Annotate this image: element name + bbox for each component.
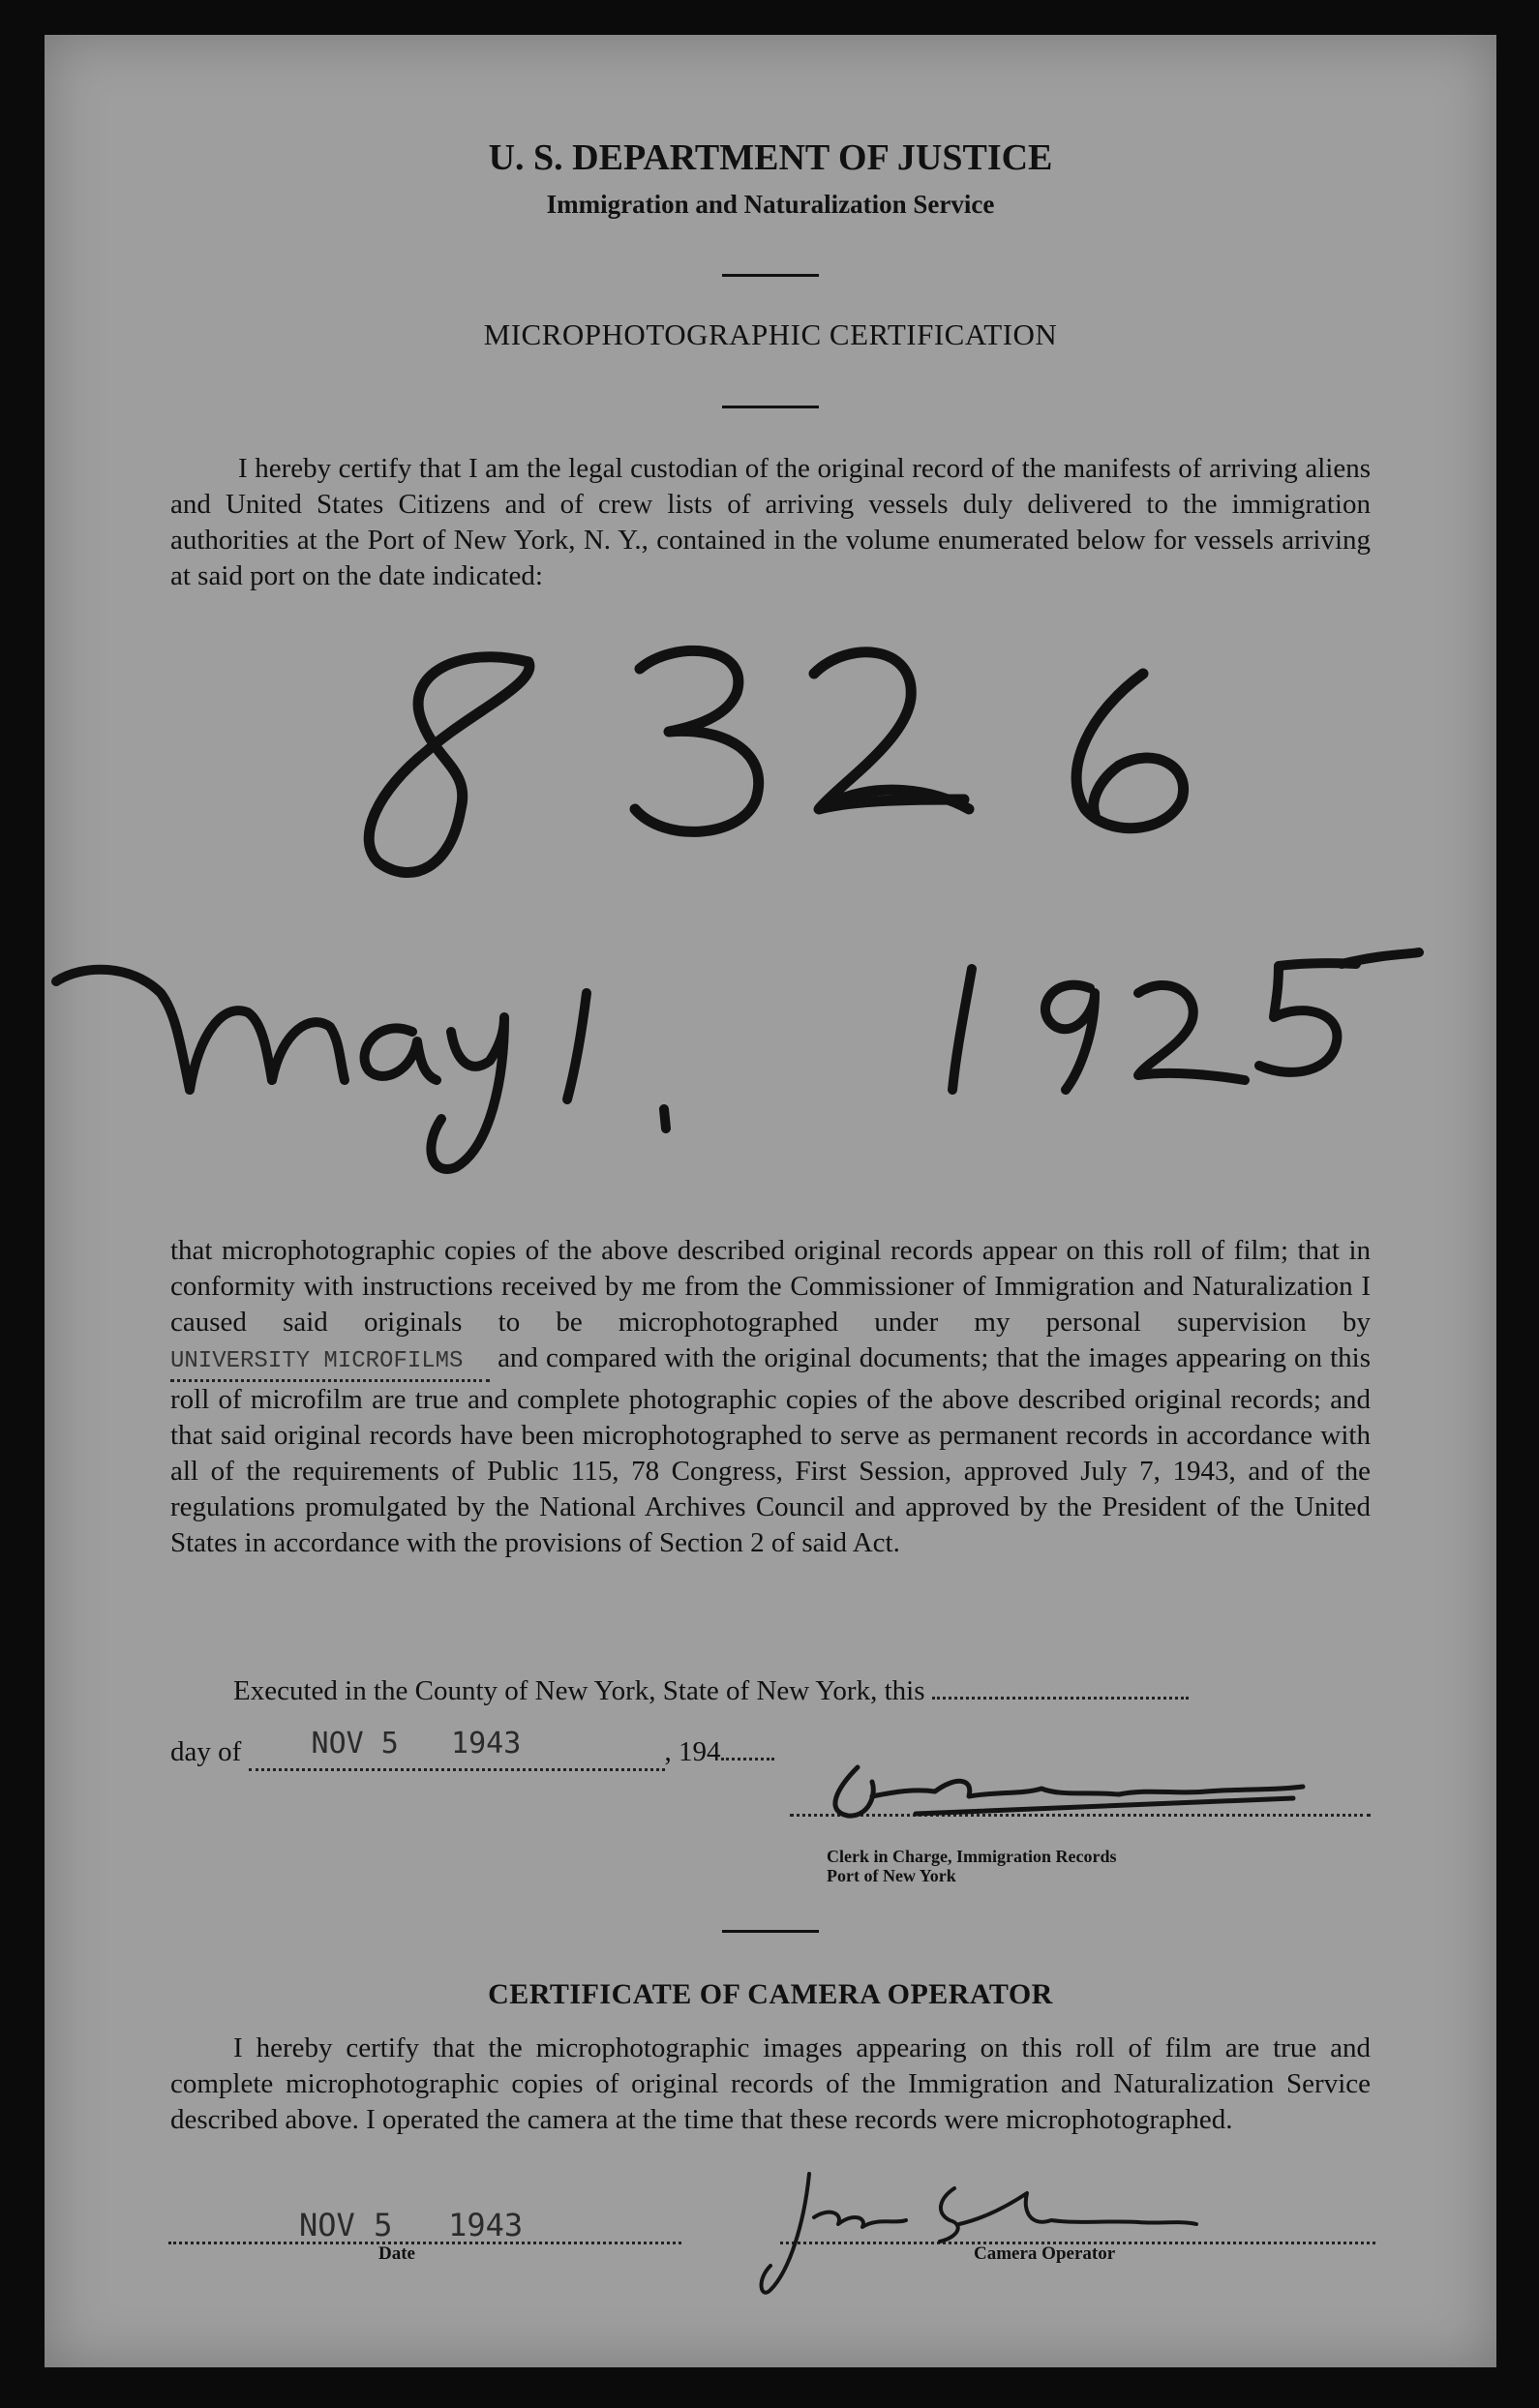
certification-body bbox=[170, 1233, 1371, 1561]
clerk-signature-line bbox=[790, 1814, 1371, 1817]
operator-signature bbox=[45, 35, 1496, 228]
body-text-part2: and compared with the original documents; that the images appearing on this roll of microfilm are true and complete photographic copies of the above described original records; and that said original records have been microphotographed to serve as permanent records in accordance with all of the requirements of Public 115, 78 Congress, First Session, approved July 7, 1943, and of the regulations promulgated by the National Archives Council and approved by the President of the United States in accordance with the provisions of Section 2 of said Act. bbox=[170, 1342, 1372, 1558]
certification-title: MICROPHOTOGRAPHIC CERTIFICATION bbox=[483, 317, 1058, 351]
camera-operator-paragraph: I hereby certify that the microphotographic images appearing on this roll of film are true and complete microphotographic copies of original records of the Immigration and Naturalization Service described above. I operated the camera at the time that these records were microphotographed. bbox=[170, 2032, 1371, 2135]
execution-day-field bbox=[932, 1697, 1189, 1700]
photographer-name: UNIVERSITY MICROFILMS bbox=[170, 1348, 464, 1374]
divider bbox=[722, 1930, 819, 1933]
execution-date-field bbox=[249, 1727, 665, 1771]
photographer-field bbox=[170, 1340, 490, 1382]
execution-text: Executed in the County of New York, State of New York, this bbox=[233, 1675, 925, 1706]
agency-heading: U. S. DEPARTMENT OF JUSTICE bbox=[488, 137, 1053, 178]
execution-statement bbox=[233, 1675, 1189, 1707]
day-of-line bbox=[170, 1727, 774, 1771]
operator-date-field bbox=[168, 2207, 681, 2244]
clerk-title-line1: Clerk in Charge, Immigration Records bbox=[827, 1847, 1117, 1866]
day-of-label: day of bbox=[170, 1736, 242, 1767]
year-prefix: , 194 bbox=[664, 1736, 721, 1767]
intro-paragraph: I hereby certify that I am the legal custodian of the original record of the manifests of arriving aliens and United States Citizens and of crew lists of arriving vessels duly delivered to the immigration authorities at the Port of New York, N. Y., contained in the volume enumerated below for vessels arriving at said port on the date indicated: bbox=[170, 453, 1371, 591]
date-label: Date bbox=[378, 2243, 415, 2264]
body-text-part1: that microphotographic copies of the above described original records appear on this roll of film; that in conformity with instructions received by me from the Commissioner of Immigration and Naturalization I caused said originals to be microphotographed under my personal supervision by bbox=[170, 1235, 1371, 1338]
execution-stamped-date: NOV 5 1943 bbox=[311, 1727, 522, 1761]
camera-operator-label: Camera Operator bbox=[974, 2243, 1116, 2264]
operator-stamped-date: NOV 5 1943 bbox=[299, 2207, 524, 2243]
clerk-title-line2: Port of New York bbox=[827, 1866, 956, 1885]
clerk-title bbox=[827, 1847, 1116, 1885]
service-subheading: Immigration and Naturalization Service bbox=[546, 190, 995, 219]
certificate-page bbox=[45, 35, 1496, 2367]
operator-signature-line bbox=[780, 2212, 1375, 2244]
camera-operator-title: CERTIFICATE OF CAMERA OPERATOR bbox=[488, 1978, 1053, 2010]
year-suffix-field bbox=[721, 1758, 774, 1761]
